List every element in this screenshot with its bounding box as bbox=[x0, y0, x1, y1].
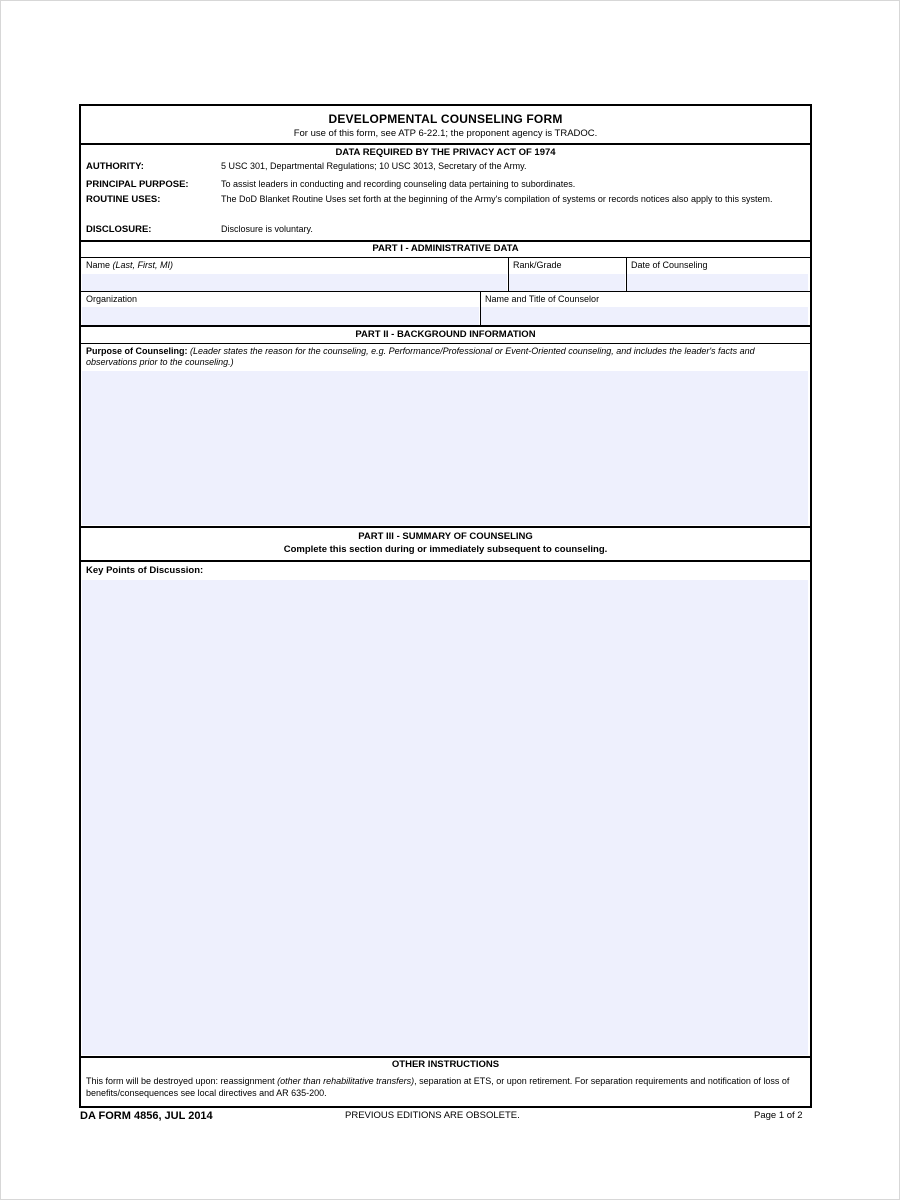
privacy-heading: DATA REQUIRED BY THE PRIVACY ACT OF 1974 bbox=[335, 147, 556, 158]
counselor-label: Name and Title of Counselor bbox=[485, 294, 600, 304]
obsolete-notice: PREVIOUS EDITIONS ARE OBSOLETE. bbox=[345, 1110, 520, 1121]
part1-heading: PART I - ADMINISTRATIVE DATA bbox=[372, 243, 519, 254]
form-subtitle: For use of this form, see ATP 6-22.1; the proponent agency is TRADOC. bbox=[293, 128, 598, 139]
disclosure-label: DISCLOSURE: bbox=[86, 224, 152, 235]
other-instructions-text: This form will be destroyed upon: reassignment (other than rehabilitative transfers), separation at ETS, or upon retirement. For separation requirements and notification of loss of benefits/consequences see local directives and AR 635-200. bbox=[86, 1076, 790, 1098]
part3-heading: PART III - SUMMARY OF COUNSELING bbox=[358, 531, 533, 542]
rank-grade-label: Rank/Grade bbox=[513, 260, 562, 270]
counselor-field[interactable] bbox=[481, 307, 808, 325]
principal-purpose-label: PRINCIPAL PURPOSE: bbox=[86, 179, 189, 190]
routine-uses-text: The DoD Blanket Routine Uses set forth at the beginning of the Army's compilation of systems or records notices also apply to this system. bbox=[221, 194, 773, 204]
disclosure-text: Disclosure is voluntary. bbox=[221, 224, 313, 234]
other-instructions-heading: OTHER INSTRUCTIONS bbox=[391, 1059, 500, 1070]
rank-grade-field[interactable] bbox=[509, 274, 625, 291]
organization-label: Organization bbox=[86, 294, 138, 304]
authority-label: AUTHORITY: bbox=[86, 161, 144, 172]
counseling-form bbox=[79, 104, 812, 1108]
date-of-counseling-field[interactable] bbox=[627, 274, 808, 291]
part2-heading: PART II - BACKGROUND INFORMATION bbox=[355, 329, 536, 340]
form-title: DEVELOPMENTAL COUNSELING FORM bbox=[328, 112, 563, 126]
purpose-of-counseling-label: Purpose of Counseling: (Leader states the reason for the counseling, e.g. Performance/Professional or Event-Oriented counseling, and includes the leader's facts and observations prior to the counseling.) bbox=[86, 346, 755, 367]
routine-uses-label: ROUTINE USES: bbox=[86, 194, 161, 205]
part3-subheading: Complete this section during or immediately subsequent to counseling. bbox=[283, 544, 608, 555]
principal-purpose-text: To assist leaders in conducting and recording counseling data pertaining to subordinates. bbox=[221, 179, 576, 189]
date-of-counseling-label: Date of Counseling bbox=[631, 260, 708, 270]
key-points-field[interactable] bbox=[82, 580, 808, 1055]
organization-field[interactable] bbox=[82, 307, 479, 325]
name-field[interactable] bbox=[82, 274, 507, 291]
name-label: Name (Last, First, MI) bbox=[86, 260, 174, 270]
form-identifier: DA FORM 4856, JUL 2014 bbox=[80, 1110, 213, 1122]
key-points-label: Key Points of Discussion: bbox=[86, 565, 204, 576]
purpose-of-counseling-field[interactable] bbox=[82, 371, 808, 525]
authority-text: 5 USC 301, Departmental Regulations; 10 USC 3013, Secretary of the Army. bbox=[221, 161, 527, 171]
page-number: Page 1 of 2 bbox=[754, 1110, 803, 1121]
